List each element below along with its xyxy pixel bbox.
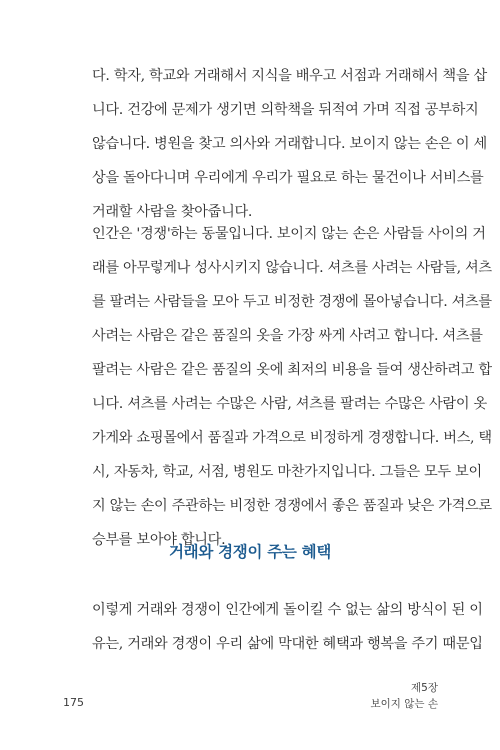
text-line: 니다. 셔츠를 사려는 수많은 사람, 셔츠를 팔려는 수많은 사람이 옷	[92, 396, 487, 412]
paragraph-2	[92, 217, 492, 557]
text-line: 를 팔려는 사람들을 모아 두고 비정한 경쟁에 몰아넣습니다. 셔츠를	[92, 294, 492, 310]
text-line: 래를 아무렇게나 성사시키지 않습니다. 셔츠를 사려는 사람들, 셔츠	[92, 260, 492, 276]
text-line: 거래할 사람을 찾아줍니다.	[92, 204, 253, 220]
text-line: 이렇게 거래와 경쟁이 인간에게 돌이킬 수 없는 삶의 방식이 된 이	[92, 602, 483, 618]
text-line: 다. 학자, 학교와 거래해서 지식을 배우고 서점과 거래해서 책을 삽	[92, 68, 487, 84]
section-heading: 거래와 경쟁이 주는 혜택	[168, 543, 332, 561]
chapter-title: 보이지 않는 손	[370, 698, 438, 710]
paragraph-1	[92, 59, 487, 229]
text-line: 승부를 보아야 합니다.	[92, 532, 226, 548]
text-line: 가게와 쇼핑몰에서 품질과 가격으로 비정하게 경쟁합니다. 버스, 택	[92, 430, 492, 446]
chapter-number: 제5장	[411, 682, 438, 694]
text-line: 사려는 사람은 같은 품질의 옷을 가장 싸게 사려고 합니다. 셔츠를	[92, 328, 483, 344]
text-line: 않습니다. 병원을 찾고 의사와 거래합니다. 보이지 않는 손은 이 세	[92, 136, 487, 152]
text-line: 팔려는 사람은 같은 품질의 옷에 최저의 비용을 들여 생산하려고 합	[92, 362, 492, 378]
text-line: 유는, 거래와 경쟁이 우리 삶에 막대한 혜택과 행복을 주기 때문입	[92, 636, 483, 652]
paragraph-3	[92, 593, 483, 661]
text-line: 지 않는 손이 주관하는 비정한 경쟁에서 좋은 품질과 낮은 가격으로	[92, 498, 492, 514]
running-head	[370, 680, 438, 712]
text-line: 인간은 '경쟁'하는 동물입니다. 보이지 않는 손은 사람들 사이의 거	[92, 226, 486, 242]
text-line: 니다. 건강에 문제가 생기면 의학책을 뒤적여 가며 직접 공부하지	[92, 102, 479, 118]
text-line: 시, 자동차, 학교, 서점, 병원도 마찬가지입니다. 그들은 모두 보이	[92, 464, 482, 480]
text-line: 상을 돌아다니며 우리에게 우리가 필요로 하는 물건이나 서비스를	[92, 170, 484, 186]
page-number: 175	[63, 696, 84, 709]
